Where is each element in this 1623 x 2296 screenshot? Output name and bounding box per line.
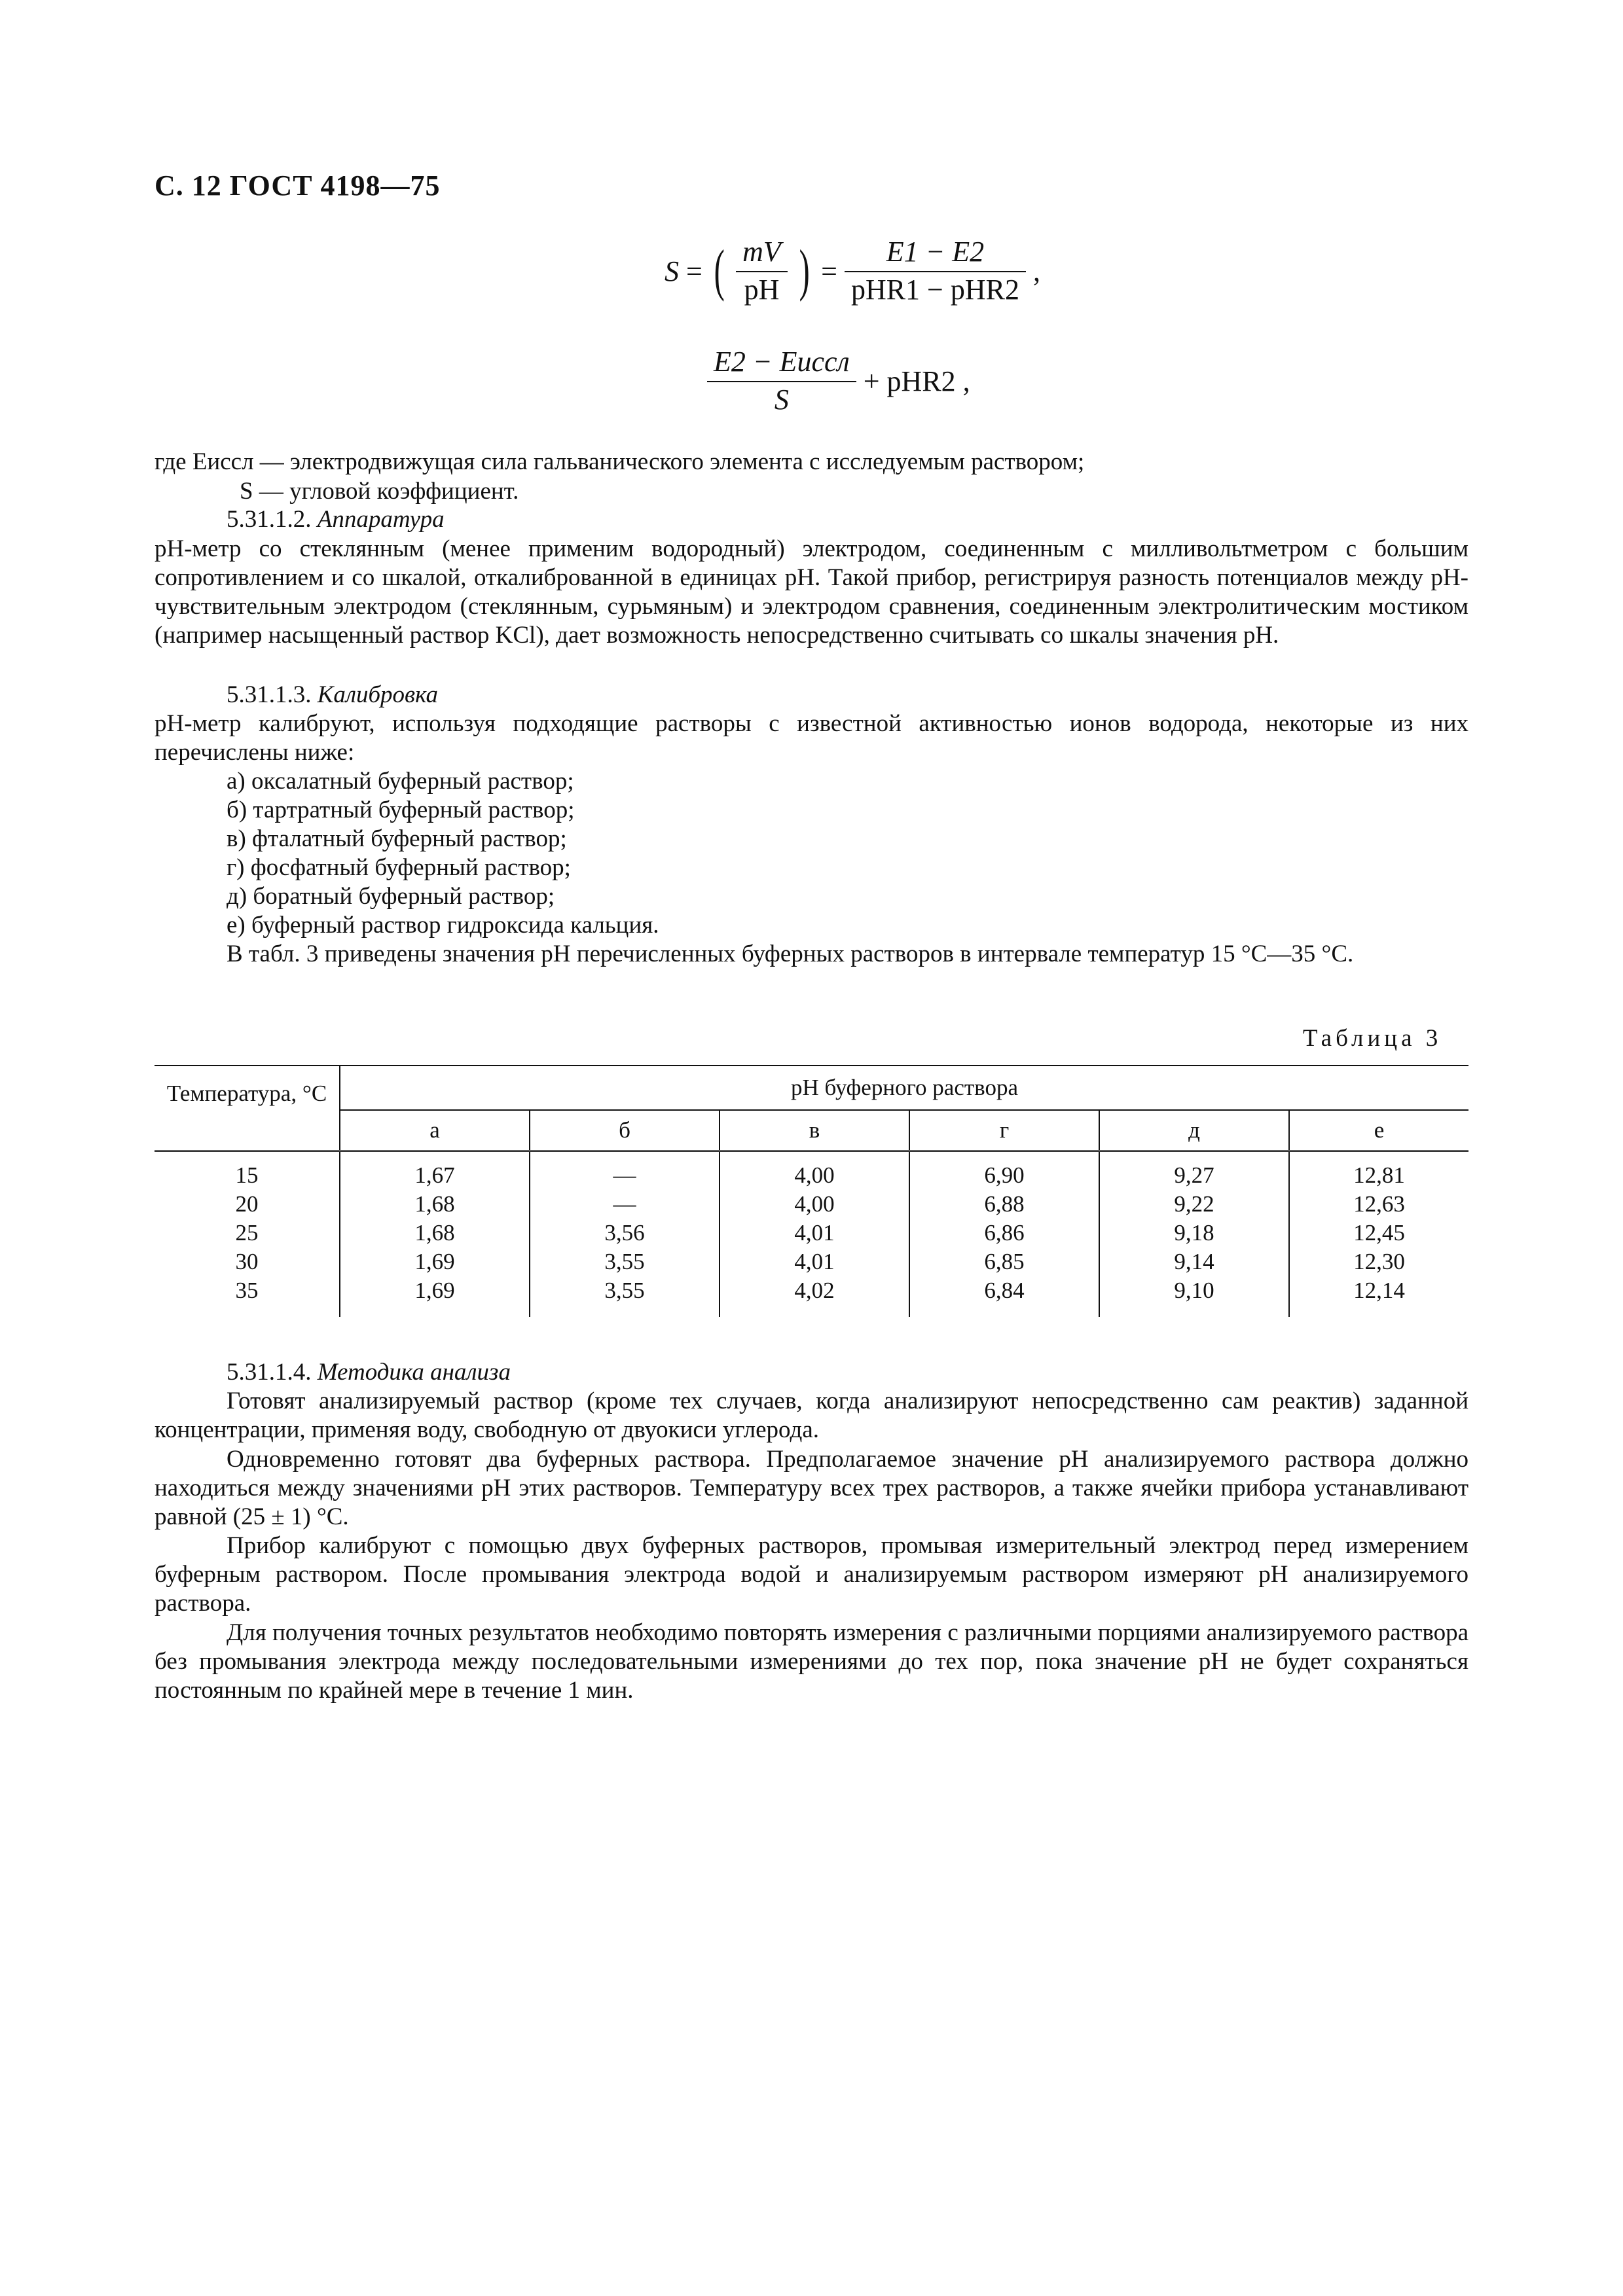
fraction-e-diff <box>845 237 1026 305</box>
cell-value: 12,45 <box>1289 1219 1468 1247</box>
list-item: а) оксалатный буферный раствор; <box>227 768 574 795</box>
fraction-den-s: S <box>774 384 789 416</box>
section-number: 5.31.1.3. <box>227 681 312 708</box>
fraction-num: mV <box>736 237 788 272</box>
cell-temp: 25 <box>235 1219 259 1246</box>
cell-value: 9,14 <box>1099 1247 1289 1276</box>
formula-eq: = <box>686 255 702 287</box>
cell-value: 1,68 <box>340 1190 530 1219</box>
cell-value: 6,88 <box>909 1190 1099 1219</box>
method-paragraph-1: Готовят анализируемый раствор (кроме тех случаев, когда анализируют непосредственно сам реактив) заданной концентрации, применяя воду, свободную от двуокиси углерода. <box>155 1388 1468 1443</box>
cell-temp: 35 <box>235 1277 259 1303</box>
list-item: е) буферный раствор гидроксида кальция. <box>227 912 659 939</box>
section-heading-apparatus <box>227 505 445 533</box>
cell-value: 6,84 <box>909 1276 1099 1317</box>
cell-value: 1,68 <box>340 1219 530 1247</box>
cell-value: 6,90 <box>909 1151 1099 1190</box>
fraction-mv-ph <box>736 237 788 305</box>
list-item: б) тартратный буферный раствор; <box>227 797 575 823</box>
definition-line-2: S — угловой коэффициент. <box>240 478 519 505</box>
page-header: С. 12 ГОСТ 4198—75 <box>155 170 441 202</box>
table-row <box>155 1247 1468 1276</box>
paren-right: ) <box>799 239 810 303</box>
table-row <box>155 1151 1468 1190</box>
cell-value: 4,00 <box>720 1151 909 1190</box>
cell-value: 6,86 <box>909 1219 1099 1247</box>
section-title: Аппаратура <box>317 506 445 533</box>
cell-value: 12,63 <box>1289 1190 1468 1219</box>
cell-value: 6,85 <box>909 1247 1099 1276</box>
fraction-num-e: E1 − E2 <box>845 237 1026 272</box>
fraction-den: pH <box>744 274 780 306</box>
list-item: г) фосфатный буферный раствор; <box>227 854 571 881</box>
cell-value: 12,14 <box>1289 1276 1468 1317</box>
apparatus-paragraph: pH-метр со стеклянным (менее применим водородный) электродом, соединенным с милливольтметром с большим сопротивлением и со шкалой, откалиброванной в единицах pH. Такой прибор, регистрируя разность потенциалов между pH-чувствительным электродом (стеклянным, сурьмяным) и электродом сравнения, соединенным электролитическим мостиком (например насыщенный раствор KCl), дает возможность непосредственно считывать со шкалы значения pH. <box>155 535 1468 649</box>
formula-lhs: S <box>665 255 679 287</box>
method-paragraph-3: Прибор калибруют с помощью двух буферных растворов, промывая измерительный электрод перед измерением буферным раствором. После промывания электрода водой и анализируемым раствором измеряют pH анализируемого раствора. <box>155 1532 1468 1617</box>
cell-value: 12,30 <box>1289 1247 1468 1276</box>
cell-value: 9,10 <box>1099 1276 1289 1317</box>
section-number: 5.31.1.4. <box>227 1359 312 1386</box>
cell-value: 9,18 <box>1099 1219 1289 1247</box>
formula-slope <box>665 237 1040 309</box>
subheader-b: б <box>530 1110 720 1151</box>
cell-value: 9,27 <box>1099 1151 1289 1190</box>
cell-value: 4,01 <box>720 1247 909 1276</box>
fraction-num-e2: E2 − Eиссл <box>707 347 856 382</box>
list-item: в) фталатный буферный раствор; <box>227 825 567 852</box>
cell-value: 4,01 <box>720 1219 909 1247</box>
table-caption: Таблица 3 <box>1303 1025 1442 1052</box>
definition-line-1: где Eиссл — электродвижущая сила гальванического элемента с исследуемым раствором; <box>155 448 1085 475</box>
table-row <box>155 1219 1468 1247</box>
formula-eq-2: = <box>821 255 837 287</box>
section-title: Методика анализа <box>317 1359 511 1386</box>
fraction-e-s <box>707 347 856 415</box>
table-group-header: pH буферного раствора <box>340 1066 1468 1110</box>
cell-value: 1,69 <box>340 1247 530 1276</box>
subheader-e: е <box>1289 1110 1468 1151</box>
ph-buffer-table <box>155 1065 1468 1317</box>
subheader-g: г <box>909 1110 1099 1151</box>
cell-temp: 30 <box>235 1248 259 1274</box>
formula-comma-2: , <box>962 365 970 397</box>
cell-value: — <box>530 1190 720 1219</box>
fraction-den-ph: pHR1 − pHR2 <box>850 274 1019 306</box>
cell-temp: 15 <box>235 1162 259 1188</box>
formula-plus-ph: + pHR2 <box>863 365 956 397</box>
cell-value: 4,02 <box>720 1276 909 1317</box>
formula-comma: , <box>1033 255 1040 287</box>
subheader-a: а <box>340 1110 530 1151</box>
cell-value: 4,00 <box>720 1190 909 1219</box>
formula-ph <box>707 347 970 419</box>
cell-value: 3,55 <box>530 1247 720 1276</box>
subheader-d: д <box>1099 1110 1289 1151</box>
section-title: Калибровка <box>317 681 439 708</box>
section-heading-method <box>227 1358 511 1386</box>
section-heading-calibration <box>227 681 438 709</box>
list-item: д) боратный буферный раствор; <box>227 883 555 910</box>
cell-temp: 20 <box>235 1191 259 1217</box>
cell-value: 1,69 <box>340 1276 530 1317</box>
table-intro-paragraph: В табл. 3 приведены значения pH перечисленных буферных растворов в интервале температур 15 °С—35 °С. <box>227 941 1354 967</box>
section-number: 5.31.1.2. <box>227 506 312 533</box>
temperature-column-header: Температура, °С <box>155 1066 340 1151</box>
method-paragraph-2: Одновременно готовят два буферных раствора. Предполагаемое значение pH анализируемого раствора должно находиться между значениями pH этих растворов. Температуру всех трех растворов, а также ячейки прибора устанавливают равной (25 ± 1) °С. <box>155 1446 1468 1530</box>
table-row <box>155 1190 1468 1219</box>
cell-value: 12,81 <box>1289 1151 1468 1190</box>
cell-value: 9,22 <box>1099 1190 1289 1219</box>
table-row <box>155 1276 1468 1317</box>
cell-value: — <box>530 1151 720 1190</box>
paren-left: ( <box>714 239 725 303</box>
method-paragraph-4: Для получения точных результатов необходимо повторять измерения с различными порциями анализируемого раствора без промывания электрода между последовательными измерениями до тех пор, пока значение pH не будет сохраняться постоянным по крайней мере в течение 1 мин. <box>155 1619 1468 1704</box>
subheader-v: в <box>720 1110 909 1151</box>
cell-value: 3,55 <box>530 1276 720 1317</box>
calibration-paragraph: pH-метр калибруют, используя подходящие растворы с известной активностью ионов водорода, некоторые из них перечислены ниже: <box>155 710 1468 766</box>
cell-value: 1,67 <box>340 1151 530 1190</box>
cell-value: 3,56 <box>530 1219 720 1247</box>
